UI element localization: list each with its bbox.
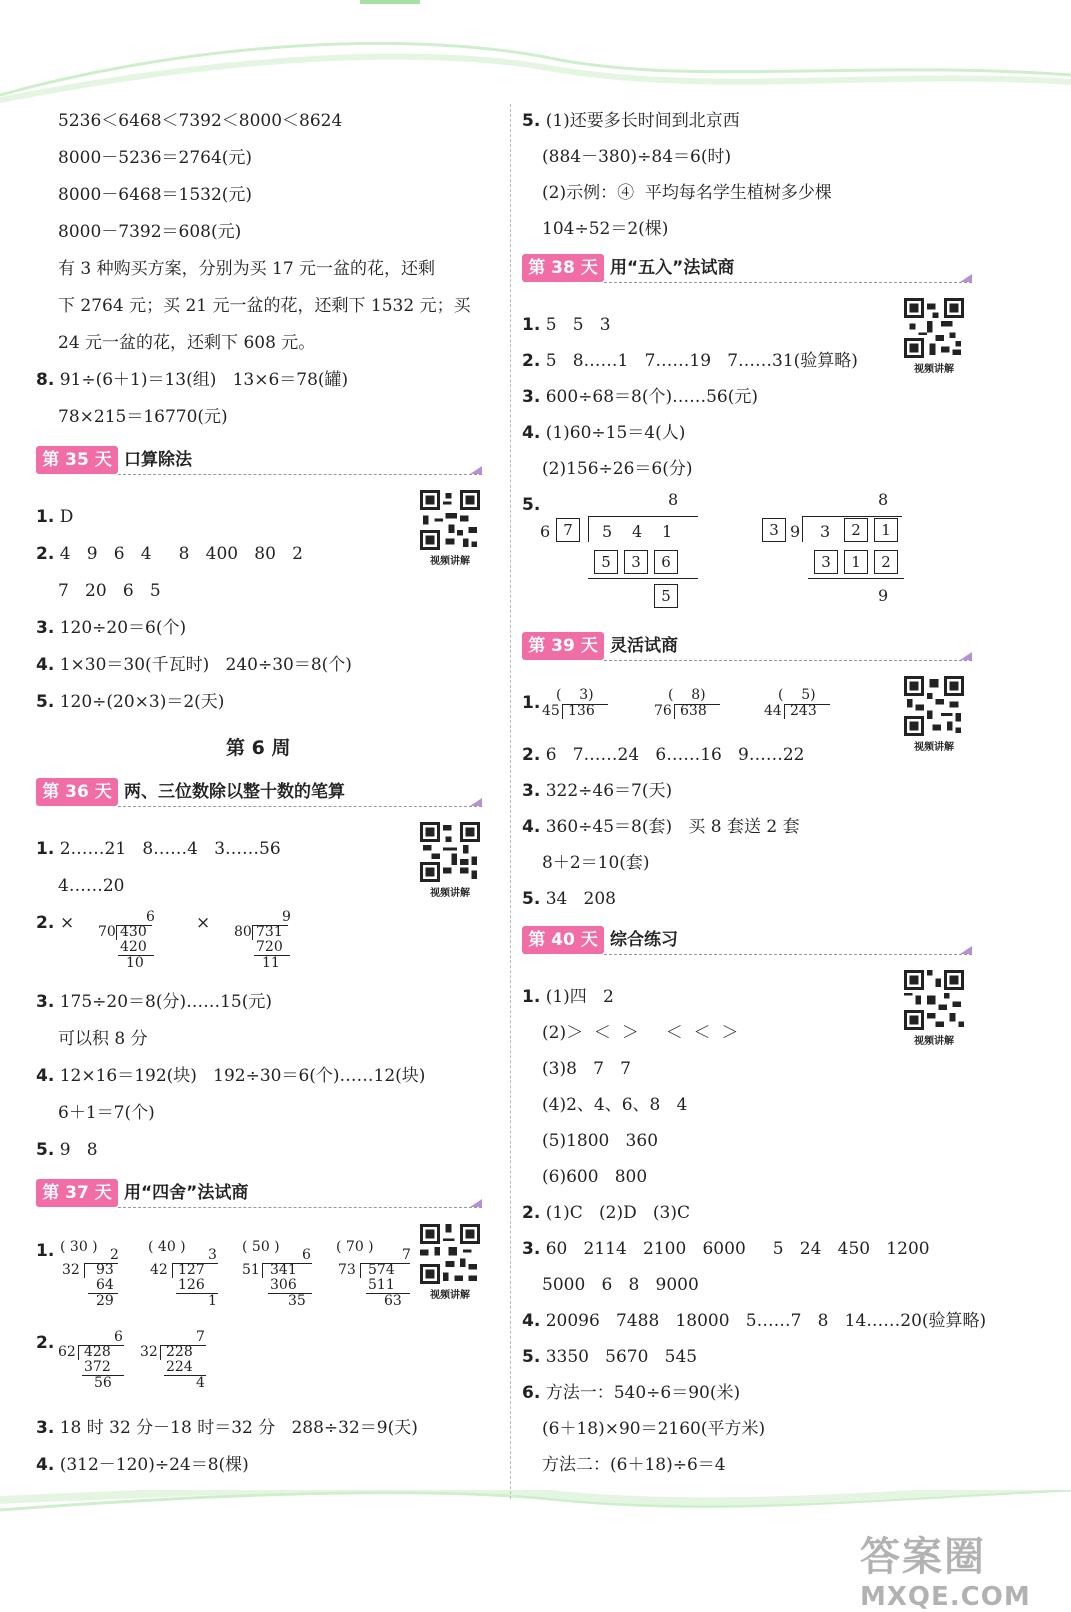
day-tag: 第 40 天 — [522, 926, 604, 954]
digit-box: 3 — [814, 550, 838, 574]
question-number: 5. — [522, 1347, 541, 1367]
question-5 — [522, 110, 740, 132]
digit-box: 1 — [844, 550, 868, 574]
question-3 — [36, 991, 272, 1013]
answer-line: 8000－5236＝2764(元) — [58, 148, 253, 168]
answer-text: 5 8……1 7……19 7……31(验算略) — [540, 351, 858, 371]
question-number: 1. — [522, 315, 541, 335]
day-tag: 第 38 天 — [522, 254, 604, 282]
quotient: 8 — [668, 490, 679, 509]
answer-line: (2)156÷26＝6(分) — [542, 459, 693, 479]
question-3 — [522, 386, 758, 408]
estimate: ( 5) — [778, 687, 816, 703]
question-4 — [36, 654, 352, 676]
digit-box: 6 — [654, 550, 678, 574]
triangle-marker-icon — [960, 274, 972, 282]
question-3 — [36, 1417, 418, 1439]
question-number: 5. — [522, 111, 541, 131]
qr-code-video[interactable] — [904, 970, 964, 1047]
question-4 — [36, 1065, 425, 1087]
answer-line: 下 2764 元；买 21 元一盆的花，还剩下 1532 元；买 — [58, 296, 471, 316]
division-bracket — [588, 516, 589, 542]
mark-wrong: × — [60, 913, 75, 933]
box-division — [540, 492, 700, 614]
answer-line: 104÷52＝2(棵) — [542, 219, 669, 239]
answer-line: 有 3 种购买方案，分别为买 17 元一盆的花，还剩 — [58, 259, 436, 279]
question-number: 4. — [36, 655, 55, 675]
answer-line: 8000－7392＝608(元) — [58, 222, 242, 242]
qr-code-icon — [904, 676, 964, 736]
question-1 — [36, 1240, 54, 1262]
answer-text: 4 9 6 4 8 400 80 2 — [54, 544, 303, 564]
answer-line: 5000 6 8 9000 — [542, 1275, 699, 1295]
answer-text: 12×16＝192(块) 192÷30＝6(个)……12(块) — [54, 1066, 426, 1086]
division-bracket — [78, 1345, 79, 1360]
question-number: 3. — [36, 618, 55, 638]
answer-line: (884－380)÷84＝6(时) — [542, 147, 732, 167]
answer-text: 6 7……24 6……16 9……22 — [540, 745, 805, 765]
day-tag: 第 39 天 — [522, 632, 604, 660]
section-header-day-39 — [522, 632, 972, 662]
dividend: 430 — [120, 924, 147, 940]
long-division — [58, 1330, 138, 1400]
box-division — [762, 492, 922, 614]
question-number: 6. — [522, 1383, 541, 1403]
site-watermark — [860, 1525, 1031, 1612]
trial-quotient — [654, 688, 734, 728]
answer-line: 8000－6468＝1532(元) — [58, 185, 253, 205]
answer-text: 120÷20＝6(个) — [54, 618, 187, 638]
answer-text: 175÷20＝8(分)……15(元) — [54, 992, 273, 1012]
division-bar — [588, 516, 698, 517]
remainder: 11 — [262, 955, 280, 971]
qr-caption: 视频讲解 — [430, 1290, 470, 1301]
answer-text: 600÷68＝8(个)……56(元) — [540, 387, 759, 407]
question-number: 2. — [522, 745, 541, 765]
divisor: 44 — [764, 703, 782, 719]
long-division-estimate — [242, 1240, 322, 1320]
question-4 — [36, 1454, 249, 1476]
question-number: 8. — [36, 370, 55, 390]
qr-code-icon — [420, 490, 480, 550]
dividend: 228 — [166, 1344, 193, 1360]
answer-text: 360÷45＝8(套) 买 8 套送 2 套 — [540, 817, 800, 837]
dividend: 127 — [178, 1262, 205, 1278]
long-division-estimate — [336, 1240, 420, 1320]
qr-caption: 视频讲解 — [914, 742, 954, 753]
qr-code-video[interactable] — [420, 490, 480, 567]
answer-line: 4……20 — [58, 876, 125, 896]
question-number: 4. — [522, 1311, 541, 1331]
question-2 — [522, 744, 805, 766]
quotient: 6 — [114, 1329, 123, 1345]
question-number: 1. — [522, 987, 541, 1007]
question-4 — [522, 422, 685, 444]
dividend-digit: 1 — [662, 522, 673, 541]
question-number: 3. — [522, 1239, 541, 1259]
question-number: 5. — [36, 692, 55, 712]
subtract-bar — [588, 578, 698, 579]
answer-text: (312－120)÷24＝8(棵) — [54, 1455, 249, 1475]
answer-line: 方法二：(6＋18)÷6＝4 — [542, 1455, 726, 1475]
estimate: ( 8) — [668, 687, 706, 703]
section-title: 综合练习 — [610, 930, 678, 950]
qr-code-icon — [420, 1224, 480, 1284]
digit-box: 7 — [556, 518, 580, 542]
question-3 — [522, 780, 672, 802]
divisor: 42 — [150, 1262, 168, 1278]
question-number: 2. — [522, 351, 541, 371]
question-number: 5. — [522, 495, 541, 515]
week-heading: 第 6 周 — [226, 737, 291, 759]
estimate: ( 40 ) — [148, 1239, 186, 1255]
question-5 — [36, 691, 224, 713]
digit-box: 3 — [624, 550, 648, 574]
remainder: 4 — [196, 1375, 205, 1391]
answer-text: D — [54, 507, 74, 527]
remainder: 9 — [878, 586, 889, 605]
qr-code-video[interactable] — [420, 822, 480, 899]
question-number: 2. — [36, 544, 55, 564]
remainder: 1 — [208, 1293, 217, 1309]
divisor-digit: 6 — [540, 522, 551, 541]
answer-line: 78×215＝16770(元) — [58, 407, 228, 427]
estimate: ( 3) — [556, 687, 594, 703]
question-number: 1. — [36, 507, 55, 527]
question-3 — [522, 1238, 930, 1260]
long-division — [140, 1330, 220, 1400]
product: 306 — [270, 1277, 297, 1293]
question-5 — [522, 494, 540, 516]
division-bracket — [784, 704, 785, 719]
remainder: 10 — [126, 955, 144, 971]
answer-line: 可以积 8 分 — [58, 1029, 148, 1049]
division-bracket — [360, 1263, 361, 1278]
qr-code-icon — [904, 970, 964, 1030]
dividend: 136 — [568, 703, 595, 719]
question-5 — [36, 1139, 98, 1161]
divisor-digit: 9 — [790, 522, 801, 541]
answer-line: 6＋1＝7(个) — [58, 1103, 155, 1123]
section-header-day-37 — [36, 1179, 482, 1209]
digit-box: 3 — [762, 518, 786, 542]
answer-text: 60 2114 2100 6000 5 24 450 1200 — [540, 1239, 930, 1259]
answer-text: 5 5 3 — [540, 315, 611, 335]
subtract-bar — [808, 578, 904, 579]
dividend-digit: 3 — [820, 522, 831, 541]
answer-text: (1)60÷15＝4(人) — [540, 423, 686, 443]
trial-quotient — [542, 688, 622, 728]
question-number: 2. — [522, 1203, 541, 1223]
quotient: 2 — [110, 1247, 119, 1263]
answer-line: 8＋2＝10(套) — [542, 853, 650, 873]
answer-text: 18 时 32 分－18 时＝32 分 288÷32＝9(天) — [54, 1418, 418, 1438]
answer-text: 34 208 — [540, 889, 616, 909]
question-2 — [522, 1202, 690, 1224]
long-division-estimate — [148, 1240, 228, 1320]
division-bracket — [160, 1345, 161, 1360]
section-title: 用“五入”法试商 — [610, 258, 735, 278]
answer-text: 120÷(20×3)＝2(天) — [54, 692, 225, 712]
division-bracket — [262, 1263, 263, 1278]
quotient: 3 — [208, 1247, 217, 1263]
question-number: 4. — [522, 423, 541, 443]
estimate: ( 50 ) — [242, 1239, 280, 1255]
section-header-day-35 — [36, 446, 482, 476]
triangle-marker-icon — [470, 1199, 482, 1207]
dividend: 243 — [790, 703, 817, 719]
answer-line: (5)1800 360 — [542, 1131, 659, 1151]
product: 372 — [84, 1359, 111, 1375]
question-number: 3. — [36, 992, 55, 1012]
answer-text: 20096 7488 18000 5……7 8 14……20(验算略) — [540, 1311, 987, 1331]
quotient: 7 — [196, 1329, 205, 1345]
division-bracket — [84, 1263, 85, 1278]
quotient: 9 — [282, 909, 291, 925]
quotient: 7 — [402, 1247, 411, 1263]
product: 511 — [368, 1277, 395, 1293]
digit-box: 5 — [594, 550, 618, 574]
remainder: 63 — [384, 1293, 402, 1309]
division-bracket — [674, 704, 675, 719]
dashed-rule — [604, 282, 972, 283]
divisor: 51 — [242, 1262, 260, 1278]
divisor: 70 — [98, 924, 116, 940]
remainder: 56 — [94, 1375, 112, 1391]
dividend-digit: 5 — [602, 522, 613, 541]
dividend: 428 — [84, 1344, 111, 1360]
qr-caption: 视频讲解 — [430, 888, 470, 899]
answer-text: (1)四 2 — [540, 987, 614, 1007]
quotient: 6 — [146, 909, 155, 925]
question-1 — [522, 692, 540, 714]
long-division — [232, 910, 312, 980]
triangle-marker-icon — [470, 466, 482, 474]
question-number: 1. — [36, 839, 55, 859]
section-header-day-40 — [522, 926, 972, 956]
answer-line: 24 元一盆的花，还剩下 608 元。 — [58, 333, 316, 353]
question-number: 5. — [36, 1140, 55, 1160]
remainder: 29 — [96, 1293, 114, 1309]
question-number: 5. — [522, 889, 541, 909]
division-bracket — [802, 516, 803, 542]
dividend: 731 — [256, 924, 283, 940]
division-bracket — [116, 925, 117, 940]
division-bracket — [252, 925, 253, 940]
watermark-logo-text: 答案圈 — [860, 1534, 986, 1580]
day-tag: 第 35 天 — [36, 446, 118, 474]
answer-line: 5236＜6468＜7392＜8000＜8624 — [58, 111, 343, 131]
answer-text: 9 8 — [54, 1140, 98, 1160]
answer-text: 1×30＝30(千瓦时) 240÷30＝8(个) — [54, 655, 352, 675]
quotient: 6 — [302, 1247, 311, 1263]
question-number: 2. — [36, 1333, 55, 1353]
divisor: 76 — [654, 703, 672, 719]
answer-text: 3350 5670 545 — [540, 1347, 698, 1367]
triangle-marker-icon — [470, 798, 482, 806]
estimate: ( 30 ) — [60, 1239, 98, 1255]
answer-text: 322÷46＝7(天) — [540, 781, 673, 801]
product: 420 — [120, 939, 147, 955]
watermark-url: MXQE.COM — [860, 1582, 1031, 1612]
dashed-rule — [604, 954, 972, 955]
answer-line: (4)2、4、6、8 4 — [542, 1095, 688, 1115]
qr-code-video[interactable] — [904, 676, 964, 753]
answer-text: 91÷(6＋1)＝13(组) 13×6＝78(罐) — [54, 370, 349, 390]
digit-box: 1 — [874, 518, 898, 542]
product: 64 — [96, 1277, 114, 1293]
digit-box: 5 — [654, 584, 678, 608]
dashed-rule — [604, 660, 972, 661]
answer-line: 7 20 6 5 — [58, 581, 161, 601]
question-number: 1. — [36, 1241, 55, 1261]
product: 126 — [178, 1277, 205, 1293]
quotient: 8 — [878, 490, 889, 509]
dashed-rule — [118, 1207, 482, 1208]
top-wave-decoration — [0, 0, 1071, 110]
long-division-estimate — [58, 1240, 138, 1320]
section-title: 灵活试商 — [610, 636, 678, 656]
question-2 — [36, 912, 54, 934]
triangle-marker-icon — [960, 946, 972, 954]
divisor: 32 — [140, 1344, 158, 1360]
qr-caption: 视频讲解 — [430, 556, 470, 567]
division-bar — [802, 516, 902, 517]
dashed-rule — [118, 806, 482, 807]
section-header-day-36 — [36, 778, 482, 808]
question-1 — [36, 838, 281, 860]
answer-line: (6＋18)×90＝2160(平方米) — [542, 1419, 766, 1439]
dividend: 574 — [368, 1262, 395, 1278]
dividend-digit: 4 — [632, 522, 643, 541]
estimate: ( 70 ) — [336, 1239, 374, 1255]
divisor: 73 — [338, 1262, 356, 1278]
question-3 — [36, 617, 186, 639]
question-number: 3. — [36, 1418, 55, 1438]
long-division — [96, 910, 176, 980]
day-tag: 第 37 天 — [36, 1179, 118, 1207]
product: 224 — [166, 1359, 193, 1375]
answer-text: 2……21 8……4 3……56 — [54, 839, 281, 859]
triangle-marker-icon — [960, 652, 972, 660]
answer-text: (1)C (2)D (3)C — [540, 1203, 691, 1223]
qr-caption: 视频讲解 — [914, 1036, 954, 1047]
qr-code-video[interactable] — [420, 1224, 480, 1301]
question-number: 4. — [522, 817, 541, 837]
divisor: 80 — [234, 924, 252, 940]
section-title: 口算除法 — [124, 450, 192, 470]
qr-code-icon — [420, 822, 480, 882]
column-divider — [510, 104, 511, 1499]
divisor: 45 — [542, 703, 560, 719]
question-5 — [522, 1346, 697, 1368]
question-8 — [36, 369, 348, 391]
answer-line: (3)8 7 7 — [542, 1059, 631, 1079]
dividend: 638 — [680, 703, 707, 719]
question-1 — [36, 506, 73, 528]
qr-code-video[interactable] — [904, 298, 964, 375]
question-1 — [522, 986, 614, 1008]
question-number: 4. — [36, 1066, 55, 1086]
mark-wrong: × — [196, 913, 211, 933]
answer-text: (1)还要多长时间到北京西 — [540, 111, 740, 131]
dividend: 93 — [96, 1262, 114, 1278]
answer-line: (6)600 800 — [542, 1167, 648, 1187]
section-title: 两、三位数除以整十数的笔算 — [124, 782, 345, 802]
division-bracket — [172, 1263, 173, 1278]
question-2 — [36, 543, 303, 565]
day-tag: 第 36 天 — [36, 778, 118, 806]
question-number: 3. — [522, 387, 541, 407]
divisor: 32 — [62, 1262, 80, 1278]
product: 720 — [256, 939, 283, 955]
divisor: 62 — [58, 1344, 76, 1360]
trial-quotient — [764, 688, 844, 728]
question-2 — [522, 350, 858, 372]
answer-line: (2)示例：④ 平均每名学生植树多少棵 — [542, 183, 832, 203]
question-6 — [522, 1382, 740, 1404]
question-1 — [522, 314, 611, 336]
question-number: 1. — [522, 693, 541, 713]
qr-caption: 视频讲解 — [914, 364, 954, 375]
dividend: 341 — [270, 1262, 297, 1278]
question-2 — [36, 1332, 54, 1354]
qr-code-icon — [904, 298, 964, 358]
digit-box: 2 — [844, 518, 868, 542]
question-4 — [522, 1310, 986, 1332]
remainder: 35 — [288, 1293, 306, 1309]
answer-line: (2)＞ ＜ ＞ ＜ ＜ ＞ — [542, 1023, 739, 1043]
question-5 — [522, 888, 616, 910]
question-number: 4. — [36, 1455, 55, 1475]
question-number: 3. — [522, 781, 541, 801]
dashed-rule — [118, 474, 482, 475]
digit-box: 2 — [874, 550, 898, 574]
division-bracket — [562, 704, 563, 719]
question-4 — [522, 816, 800, 838]
question-number: 2. — [36, 913, 55, 933]
section-header-day-38 — [522, 254, 972, 284]
section-title: 用“四舍”法试商 — [124, 1183, 249, 1203]
answer-text: 方法一：540÷6＝90(米) — [540, 1383, 741, 1403]
